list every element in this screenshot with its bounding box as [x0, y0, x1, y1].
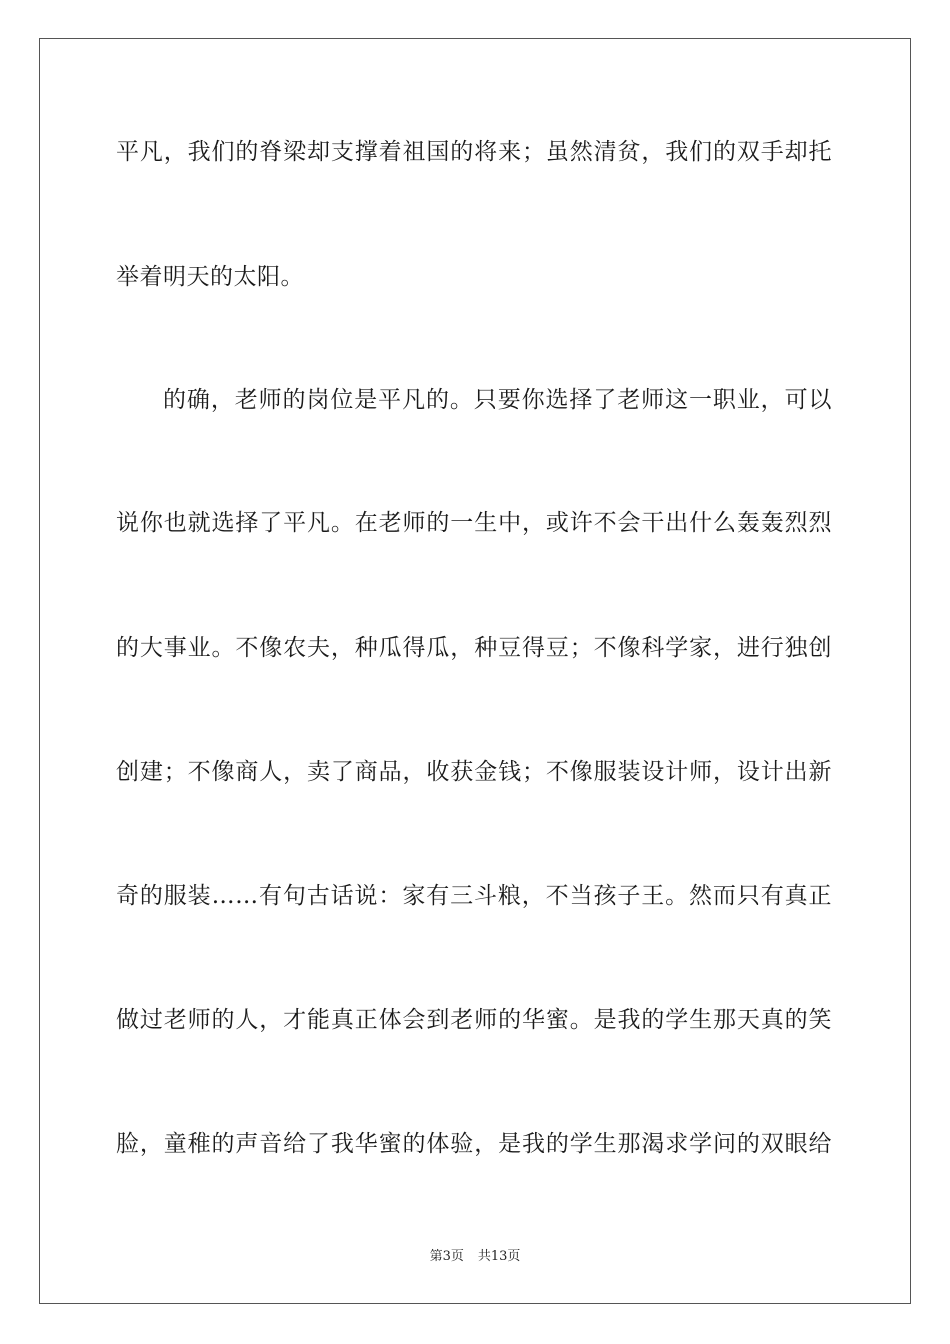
page-border: [39, 38, 911, 1304]
text-line: 创建；不像商人，卖了商品，收获金钱；不像服装设计师，设计出新: [116, 759, 832, 785]
page-number: 第3页: [429, 1249, 464, 1264]
text-line: 举着明天的太阳。: [116, 264, 304, 290]
text-line: 脸，童稚的声音给了我华蜜的体验，是我的学生那渴求学问的双眼给: [116, 1131, 832, 1157]
paragraph-first-line: 的确，老师的岗位是平凡的。只要你选择了老师这一职业，可以: [163, 387, 832, 413]
text-line: 说你也就选择了平凡。在老师的一生中，或许不会干出什么轰轰烈烈: [116, 510, 832, 536]
page-total: 共13页: [477, 1249, 521, 1264]
text-line: 的大事业。不像农夫，种瓜得瓜，种豆得豆；不像科学家，进行独创: [116, 635, 832, 661]
page-footer: [0, 1248, 950, 1266]
text-line: 做过老师的人，才能真正体会到老师的华蜜。是我的学生那天真的笑: [116, 1007, 832, 1033]
text-line: 奇的服装……有句古话说：家有三斗粮，不当孩子王。然而只有真正: [116, 883, 832, 909]
text-line: 平凡，我们的脊梁却支撑着祖国的将来；虽然清贫，我们的双手却托: [116, 139, 832, 165]
